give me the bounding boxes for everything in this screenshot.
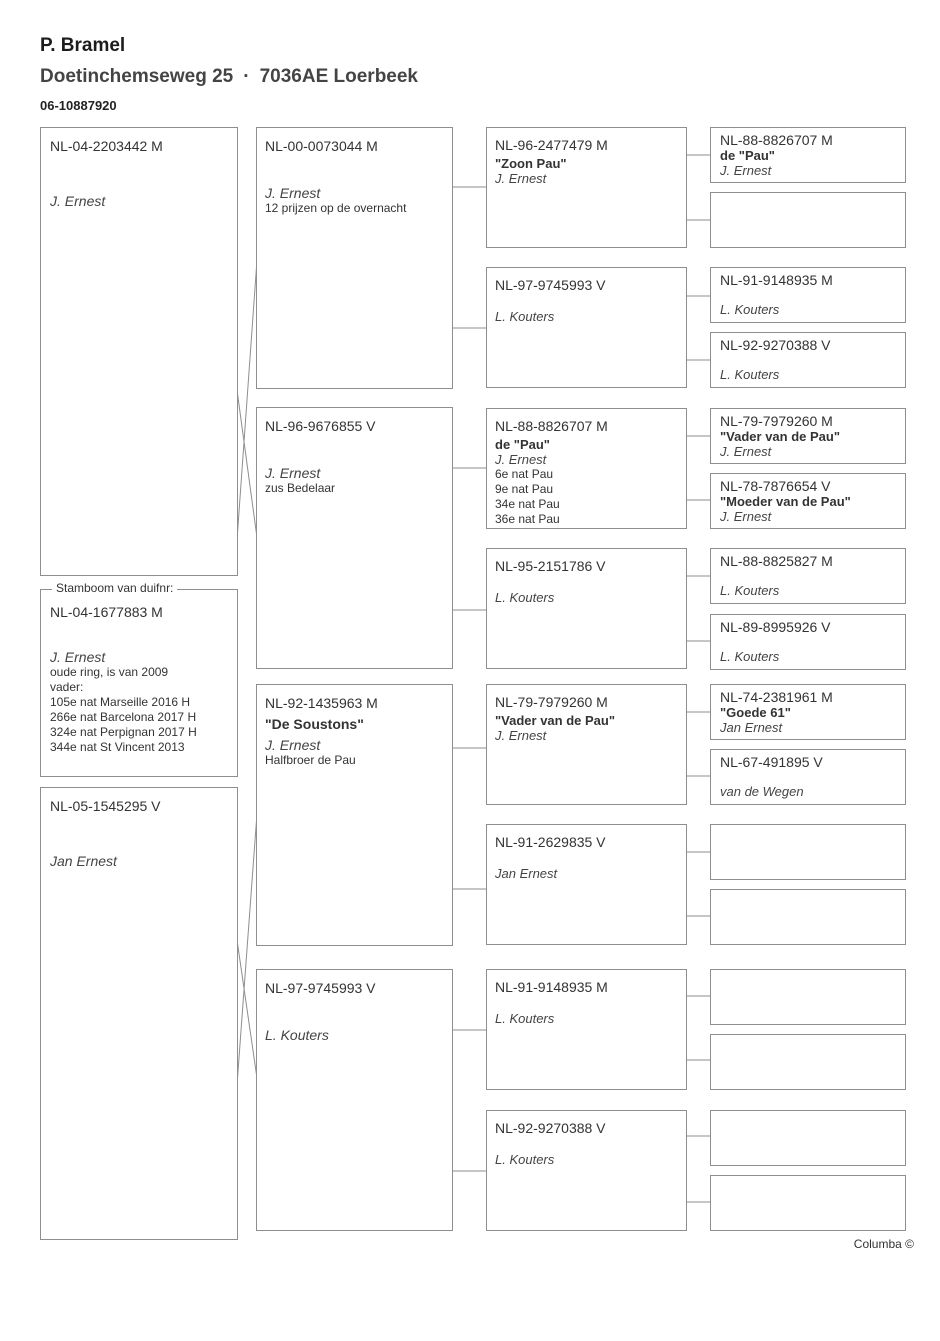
owner: J. Ernest xyxy=(720,509,772,524)
gen4-box-14 xyxy=(710,1034,906,1090)
gen3-box-6 xyxy=(486,824,687,945)
gen4-box-13 xyxy=(710,969,906,1025)
pigeon-name: "Vader van de Pau" xyxy=(495,713,615,728)
gen4-box-8 xyxy=(710,614,906,670)
remark: 6e nat Pau xyxy=(495,467,554,481)
remark: oude ring, is van 2009 xyxy=(50,665,169,679)
ring-number: NL-00-0073044 M xyxy=(265,138,378,154)
ring-number: NL-88-8825827 M xyxy=(720,553,833,569)
gen4-box-4 xyxy=(710,332,906,388)
gen4-box-3 xyxy=(710,267,906,323)
ring-number: NL-91-9148935 M xyxy=(495,979,608,995)
ring-number: NL-92-9270388 V xyxy=(720,337,831,353)
remark: 36e nat Pau xyxy=(495,512,560,526)
ring-number: NL-88-8826707 M xyxy=(720,132,833,148)
ring-number: NL-04-2203442 M xyxy=(50,138,163,154)
owner: J. Ernest xyxy=(495,728,547,743)
owner: J. Ernest xyxy=(720,163,772,178)
ring-number: NL-91-9148935 M xyxy=(720,272,833,288)
gen4-box-9 xyxy=(710,684,906,740)
pigeon-name: de "Pau" xyxy=(720,148,775,163)
sire-box xyxy=(40,127,238,576)
owner: L. Kouters xyxy=(495,1011,555,1026)
owner: L. Kouters xyxy=(495,590,555,605)
pigeon-name: "Vader van de Pau" xyxy=(720,429,840,444)
pigeon-name: "Zoon Pau" xyxy=(495,156,567,171)
ring-number: NL-05-1545295 V xyxy=(50,798,161,814)
connector xyxy=(237,390,258,545)
subject-box xyxy=(40,589,238,777)
gen3-box-2 xyxy=(486,267,687,388)
gen4-box-5 xyxy=(710,408,906,464)
gen4-box-1 xyxy=(710,127,906,183)
gen4-box-10 xyxy=(710,749,906,805)
pigeon-name: de "Pau" xyxy=(495,437,550,452)
owner: Jan Ernest xyxy=(720,720,783,735)
owner: J. Ernest xyxy=(265,185,321,201)
ring-number: NL-79-7979260 M xyxy=(495,694,608,710)
ring-number: NL-88-8826707 M xyxy=(495,418,608,434)
dam-sire-box xyxy=(256,684,453,946)
owner: J. Ernest xyxy=(265,737,321,753)
owner: Jan Ernest xyxy=(50,853,117,869)
dam-dam-box xyxy=(256,969,453,1231)
ring-number: NL-95-2151786 V xyxy=(495,558,606,574)
remark: 12 prijzen op de overnacht xyxy=(265,201,407,215)
ring-number: NL-79-7979260 M xyxy=(720,413,833,429)
breeder-phone: 06-10887920 xyxy=(40,98,117,113)
gen3-box-5 xyxy=(486,684,687,805)
owner: J. Ernest xyxy=(495,452,547,467)
pigeon-name: "De Soustons" xyxy=(265,716,364,732)
dam-box xyxy=(40,787,238,1240)
ring-number: NL-96-9676855 V xyxy=(265,418,376,434)
gen3-box-7 xyxy=(486,969,687,1090)
gen3-box-8 xyxy=(486,1110,687,1231)
remark: 344e nat St Vincent 2013 xyxy=(50,740,185,754)
gen4-box-2 xyxy=(710,192,906,248)
owner: J. Ernest xyxy=(265,465,321,481)
ring-number: NL-74-2381961 M xyxy=(720,689,833,705)
ring-number: NL-89-8995926 V xyxy=(720,619,831,635)
gen4-box-15 xyxy=(710,1110,906,1166)
pigeon-name: "Goede 61" xyxy=(720,705,791,720)
owner: L. Kouters xyxy=(720,367,780,382)
sire-dam-box xyxy=(256,407,453,669)
remark: zus Bedelaar xyxy=(265,481,336,495)
connector xyxy=(237,246,258,540)
owner: van de Wegen xyxy=(720,784,804,799)
owner: L. Kouters xyxy=(720,583,780,598)
remark: 34e nat Pau xyxy=(495,497,560,511)
ring-number: NL-78-7876654 V xyxy=(720,478,831,494)
remark: 266e nat Barcelona 2017 H xyxy=(50,710,197,724)
owner: L. Kouters xyxy=(720,649,780,664)
footer-credit: Columba © xyxy=(853,1237,914,1251)
remark: 324e nat Perpignan 2017 H xyxy=(50,725,197,739)
gen3-box-1 xyxy=(486,127,687,248)
ring-number: NL-91-2629835 V xyxy=(495,834,606,850)
remark: 105e nat Marseille 2016 H xyxy=(50,695,191,709)
owner: L. Kouters xyxy=(720,302,780,317)
sire-sire-box xyxy=(256,127,453,389)
owner: J. Ernest xyxy=(495,171,547,186)
city: 7036AE Loerbeek xyxy=(259,66,418,87)
ring-number: NL-97-9745993 V xyxy=(495,277,606,293)
gen3-box-4 xyxy=(486,548,687,669)
gen4-box-11 xyxy=(710,824,906,880)
owner: L. Kouters xyxy=(495,1152,555,1167)
owner: Jan Ernest xyxy=(495,866,558,881)
ring-number: NL-96-2477479 M xyxy=(495,137,608,153)
remark: 9e nat Pau xyxy=(495,482,554,496)
ring-number: NL-67-491895 V xyxy=(720,754,823,770)
ring-number: NL-92-1435963 M xyxy=(265,695,378,711)
remark: vader: xyxy=(50,680,84,694)
owner: L. Kouters xyxy=(265,1027,329,1043)
street: Doetinchemseweg 25 xyxy=(40,66,234,87)
connector xyxy=(237,940,258,1085)
ring-number: NL-04-1677883 M xyxy=(50,604,163,620)
remark: Halfbroer de Pau xyxy=(265,753,356,767)
owner: J. Ernest xyxy=(50,649,106,665)
address-separator: · xyxy=(243,66,250,87)
gen4-box-7 xyxy=(710,548,906,604)
pigeon-name: "Moeder van de Pau" xyxy=(720,494,851,509)
owner: L. Kouters xyxy=(495,309,555,324)
gen4-box-16 xyxy=(710,1175,906,1231)
gen4-box-6 xyxy=(710,473,906,529)
subject-label: Stamboom van duifnr: xyxy=(52,581,177,595)
ring-number: NL-97-9745993 V xyxy=(265,980,376,996)
breeder-name: P. Bramel xyxy=(40,35,126,56)
owner: J. Ernest xyxy=(720,444,772,459)
gen4-box-12 xyxy=(710,889,906,945)
gen3-box-3 xyxy=(486,408,687,529)
ring-number: NL-92-9270388 V xyxy=(495,1120,606,1136)
connector xyxy=(237,800,258,1085)
owner: J. Ernest xyxy=(50,193,106,209)
